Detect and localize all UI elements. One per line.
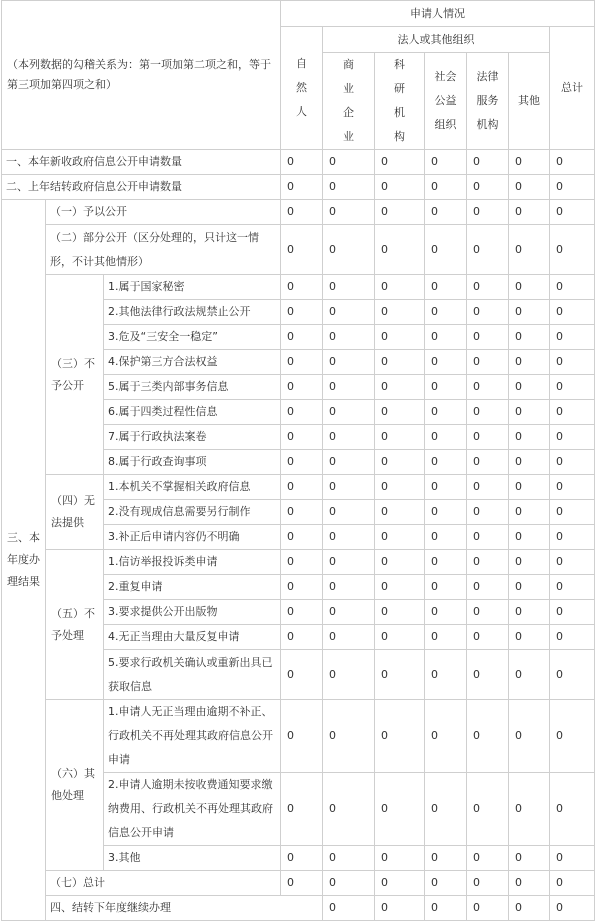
cell: 0 bbox=[323, 350, 375, 375]
table-row bbox=[2, 475, 595, 500]
cell: 0 bbox=[323, 225, 375, 275]
cell: 0 bbox=[281, 871, 323, 896]
cell: 0 bbox=[509, 896, 550, 921]
cell: 0 bbox=[509, 300, 550, 325]
cell: 0 bbox=[281, 525, 323, 550]
cell: 0 bbox=[281, 150, 323, 175]
cell: 0 bbox=[323, 175, 375, 200]
col-social: 社会公益组织 bbox=[425, 53, 467, 150]
cell: 0 bbox=[550, 650, 595, 700]
cell: 0 bbox=[323, 871, 375, 896]
cell: 0 bbox=[375, 773, 425, 846]
cell: 0 bbox=[467, 600, 509, 625]
cell: 0 bbox=[281, 575, 323, 600]
cell: 0 bbox=[425, 400, 467, 425]
cell: 0 bbox=[425, 425, 467, 450]
cell: 0 bbox=[323, 475, 375, 500]
cell: 0 bbox=[281, 846, 323, 871]
cell: 0 bbox=[281, 325, 323, 350]
cell: 0 bbox=[550, 625, 595, 650]
cell: 0 bbox=[323, 375, 375, 400]
cell: 0 bbox=[281, 400, 323, 425]
table-row bbox=[2, 275, 595, 300]
cell: 0 bbox=[323, 650, 375, 700]
cell: 0 bbox=[550, 773, 595, 846]
cell: 0 bbox=[467, 575, 509, 600]
cell: 0 bbox=[375, 700, 425, 773]
row-label: 3.补正后申请内容仍不明确 bbox=[104, 525, 281, 550]
cell: 0 bbox=[467, 350, 509, 375]
cell: 0 bbox=[550, 400, 595, 425]
col-commercial: 商业企业 bbox=[323, 53, 375, 150]
cell: 0 bbox=[281, 625, 323, 650]
cell: 0 bbox=[509, 175, 550, 200]
disclosure-stats-table bbox=[1, 0, 595, 921]
cell: 0 bbox=[425, 500, 467, 525]
cell: 0 bbox=[550, 896, 595, 921]
cell: 0 bbox=[550, 425, 595, 450]
cell: 0 bbox=[509, 700, 550, 773]
cell: 0 bbox=[323, 575, 375, 600]
cell: 0 bbox=[375, 846, 425, 871]
cell: 0 bbox=[323, 846, 375, 871]
cell: 0 bbox=[467, 275, 509, 300]
cell: 0 bbox=[375, 150, 425, 175]
cell: 0 bbox=[281, 550, 323, 575]
cell: 0 bbox=[375, 500, 425, 525]
cell: 0 bbox=[509, 600, 550, 625]
cell: 0 bbox=[375, 275, 425, 300]
table-row bbox=[2, 550, 595, 575]
cell: 0 bbox=[467, 425, 509, 450]
cell: 0 bbox=[509, 650, 550, 700]
cell: 0 bbox=[509, 871, 550, 896]
cell: 0 bbox=[467, 225, 509, 275]
cell: 0 bbox=[467, 325, 509, 350]
cell: 0 bbox=[550, 275, 595, 300]
cell: 0 bbox=[509, 325, 550, 350]
cell: 0 bbox=[467, 375, 509, 400]
cell: 0 bbox=[323, 600, 375, 625]
cell: 0 bbox=[550, 375, 595, 400]
cell: 0 bbox=[375, 650, 425, 700]
row-label: 四、结转下年度继续办理 bbox=[46, 896, 323, 921]
row-label: 3.其他 bbox=[104, 846, 281, 871]
cell: 0 bbox=[467, 871, 509, 896]
cell: 0 bbox=[467, 550, 509, 575]
cell: 0 bbox=[323, 500, 375, 525]
group-label: （三）不予公开 bbox=[46, 275, 104, 475]
cell: 0 bbox=[425, 175, 467, 200]
cell: 0 bbox=[281, 200, 323, 225]
row-label: 1.属于国家秘密 bbox=[104, 275, 281, 300]
row-label: 2.没有现成信息需要另行制作 bbox=[104, 500, 281, 525]
cell: 0 bbox=[467, 625, 509, 650]
cell: 0 bbox=[375, 525, 425, 550]
cell: 0 bbox=[323, 325, 375, 350]
cell: 0 bbox=[323, 200, 375, 225]
cell: 0 bbox=[281, 350, 323, 375]
cell: 0 bbox=[550, 550, 595, 575]
cell: 0 bbox=[467, 200, 509, 225]
cell: 0 bbox=[425, 871, 467, 896]
cell: 0 bbox=[281, 450, 323, 475]
cell: 0 bbox=[467, 450, 509, 475]
row-label: 5.属于三类内部事务信息 bbox=[104, 375, 281, 400]
row-label: （七）总计 bbox=[46, 871, 281, 896]
cell: 0 bbox=[467, 650, 509, 700]
cell: 0 bbox=[375, 475, 425, 500]
cell: 0 bbox=[425, 525, 467, 550]
row-label: 6.属于四类过程性信息 bbox=[104, 400, 281, 425]
cell: 0 bbox=[425, 575, 467, 600]
row-label: 二、上年结转政府信息公开申请数量 bbox=[2, 175, 281, 200]
table-row bbox=[2, 150, 595, 175]
cell: 0 bbox=[509, 846, 550, 871]
table-note: （本列数据的勾稽关系为：第一项加第二项之和，等于第三项加第四项之和） bbox=[2, 1, 281, 150]
cell: 0 bbox=[375, 300, 425, 325]
row-label: 5.要求行政机关确认或重新出具已获取信息 bbox=[104, 650, 281, 700]
cell: 0 bbox=[375, 625, 425, 650]
cell: 0 bbox=[281, 500, 323, 525]
cell: 0 bbox=[509, 425, 550, 450]
cell: 0 bbox=[425, 300, 467, 325]
cell: 0 bbox=[281, 375, 323, 400]
table-row bbox=[2, 871, 595, 896]
cell: 0 bbox=[323, 300, 375, 325]
cell: 0 bbox=[323, 773, 375, 846]
cell: 0 bbox=[375, 425, 425, 450]
cell: 0 bbox=[425, 225, 467, 275]
cell: 0 bbox=[323, 525, 375, 550]
cell: 0 bbox=[323, 896, 375, 921]
cell: 0 bbox=[509, 350, 550, 375]
cell: 0 bbox=[509, 475, 550, 500]
cell: 0 bbox=[375, 600, 425, 625]
cell: 0 bbox=[550, 525, 595, 550]
cell: 0 bbox=[425, 773, 467, 846]
cell: 0 bbox=[323, 700, 375, 773]
row-label: 一、本年新收政府信息公开申请数量 bbox=[2, 150, 281, 175]
cell: 0 bbox=[509, 575, 550, 600]
cell: 0 bbox=[467, 400, 509, 425]
cell: 0 bbox=[323, 150, 375, 175]
cell: 0 bbox=[425, 600, 467, 625]
cell: 0 bbox=[550, 575, 595, 600]
row-label: 2.其他法律行政法规禁止公开 bbox=[104, 300, 281, 325]
cell: 0 bbox=[375, 400, 425, 425]
cell: 0 bbox=[425, 896, 467, 921]
col-total: 总计 bbox=[550, 27, 595, 150]
cell: 0 bbox=[375, 871, 425, 896]
cell: 0 bbox=[550, 225, 595, 275]
cell: 0 bbox=[509, 625, 550, 650]
group-label: （四）无法提供 bbox=[46, 475, 104, 550]
cell: 0 bbox=[323, 625, 375, 650]
cell: 0 bbox=[425, 350, 467, 375]
cell: 0 bbox=[509, 500, 550, 525]
cell: 0 bbox=[375, 325, 425, 350]
cell: 0 bbox=[281, 425, 323, 450]
cell: 0 bbox=[467, 500, 509, 525]
cell: 0 bbox=[550, 150, 595, 175]
cell: 0 bbox=[467, 150, 509, 175]
section-three-label: 三、本年度办理结果 bbox=[2, 200, 46, 921]
cell: 0 bbox=[425, 700, 467, 773]
row-label: 3.要求提供公开出版物 bbox=[104, 600, 281, 625]
cell: 0 bbox=[550, 500, 595, 525]
cell: 0 bbox=[375, 575, 425, 600]
group-label: （六）其他处理 bbox=[46, 700, 104, 871]
cell: 0 bbox=[281, 475, 323, 500]
cell: 0 bbox=[509, 200, 550, 225]
cell: 0 bbox=[509, 225, 550, 275]
cell: 0 bbox=[323, 275, 375, 300]
cell: 0 bbox=[425, 150, 467, 175]
cell: 0 bbox=[509, 275, 550, 300]
cell: 0 bbox=[425, 846, 467, 871]
row-label: 4.保护第三方合法权益 bbox=[104, 350, 281, 375]
row-label: 3.危及“三安全一稳定” bbox=[104, 325, 281, 350]
row-label: 7.属于行政执法案卷 bbox=[104, 425, 281, 450]
cell: 0 bbox=[467, 525, 509, 550]
cell: 0 bbox=[467, 846, 509, 871]
col-other: 其他 bbox=[509, 53, 550, 150]
cell: 0 bbox=[281, 600, 323, 625]
group-label: （五）不予处理 bbox=[46, 550, 104, 700]
cell: 0 bbox=[425, 550, 467, 575]
cell: 0 bbox=[425, 625, 467, 650]
table-row bbox=[2, 175, 595, 200]
cell: 0 bbox=[375, 550, 425, 575]
cell: 0 bbox=[375, 375, 425, 400]
row-label: 4.无正当理由大量反复申请 bbox=[104, 625, 281, 650]
cell: 0 bbox=[550, 175, 595, 200]
col-natural-person: 自然人 bbox=[281, 27, 323, 150]
cell: 0 bbox=[550, 350, 595, 375]
table-row bbox=[2, 200, 595, 225]
cell: 0 bbox=[509, 550, 550, 575]
row-label: 1.本机关不掌握相关政府信息 bbox=[104, 475, 281, 500]
table-row bbox=[2, 225, 595, 275]
cell: 0 bbox=[323, 425, 375, 450]
cell: 0 bbox=[281, 700, 323, 773]
cell: 0 bbox=[425, 275, 467, 300]
applicant-header: 申请人情况 bbox=[281, 1, 595, 27]
cell: 0 bbox=[550, 475, 595, 500]
cell: 0 bbox=[550, 700, 595, 773]
row-label: （一）予以公开 bbox=[46, 200, 281, 225]
cell: 0 bbox=[375, 896, 425, 921]
cell: 0 bbox=[509, 375, 550, 400]
row-label: 2.重复申请 bbox=[104, 575, 281, 600]
cell: 0 bbox=[425, 325, 467, 350]
cell: 0 bbox=[509, 773, 550, 846]
cell: 0 bbox=[550, 325, 595, 350]
cell: 0 bbox=[425, 650, 467, 700]
cell: 0 bbox=[467, 300, 509, 325]
cell: 0 bbox=[550, 300, 595, 325]
cell: 0 bbox=[425, 375, 467, 400]
cell: 0 bbox=[375, 450, 425, 475]
cell: 0 bbox=[425, 200, 467, 225]
cell: 0 bbox=[281, 650, 323, 700]
cell: 0 bbox=[509, 150, 550, 175]
cell: 0 bbox=[375, 350, 425, 375]
cell: 0 bbox=[323, 400, 375, 425]
cell: 0 bbox=[281, 773, 323, 846]
cell: 0 bbox=[467, 896, 509, 921]
cell: 0 bbox=[281, 225, 323, 275]
cell: 0 bbox=[467, 773, 509, 846]
cell: 0 bbox=[467, 475, 509, 500]
cell: 0 bbox=[281, 300, 323, 325]
col-legal-service: 法律服务机构 bbox=[467, 53, 509, 150]
row-label: 1.申请人无正当理由逾期不补正、行政机关不再处理其政府信息公开申请 bbox=[104, 700, 281, 773]
row-label: 8.属于行政查询事项 bbox=[104, 450, 281, 475]
cell: 0 bbox=[425, 475, 467, 500]
cell: 0 bbox=[509, 450, 550, 475]
cell: 0 bbox=[323, 450, 375, 475]
cell: 0 bbox=[509, 525, 550, 550]
cell: 0 bbox=[375, 225, 425, 275]
cell: 0 bbox=[375, 200, 425, 225]
cell: 0 bbox=[509, 400, 550, 425]
cell: 0 bbox=[425, 450, 467, 475]
cell: 0 bbox=[550, 846, 595, 871]
cell: 0 bbox=[550, 600, 595, 625]
cell: 0 bbox=[467, 700, 509, 773]
cell: 0 bbox=[467, 175, 509, 200]
cell: 0 bbox=[375, 175, 425, 200]
row-label: （二）部分公开（区分处理的，只计这一情形，不计其他情形） bbox=[46, 225, 281, 275]
col-research: 科研机构 bbox=[375, 53, 425, 150]
table-row bbox=[2, 896, 595, 921]
row-label: 2.申请人逾期未按收费通知要求缴纳费用、行政机关不再处理其政府信息公开申请 bbox=[104, 773, 281, 846]
table-row bbox=[2, 700, 595, 773]
cell: 0 bbox=[281, 275, 323, 300]
cell: 0 bbox=[550, 871, 595, 896]
cell: 0 bbox=[281, 175, 323, 200]
cell: 0 bbox=[550, 450, 595, 475]
legal-group-header: 法人或其他组织 bbox=[323, 27, 550, 53]
cell: 0 bbox=[323, 550, 375, 575]
cell: 0 bbox=[550, 200, 595, 225]
row-label: 1.信访举报投诉类申请 bbox=[104, 550, 281, 575]
